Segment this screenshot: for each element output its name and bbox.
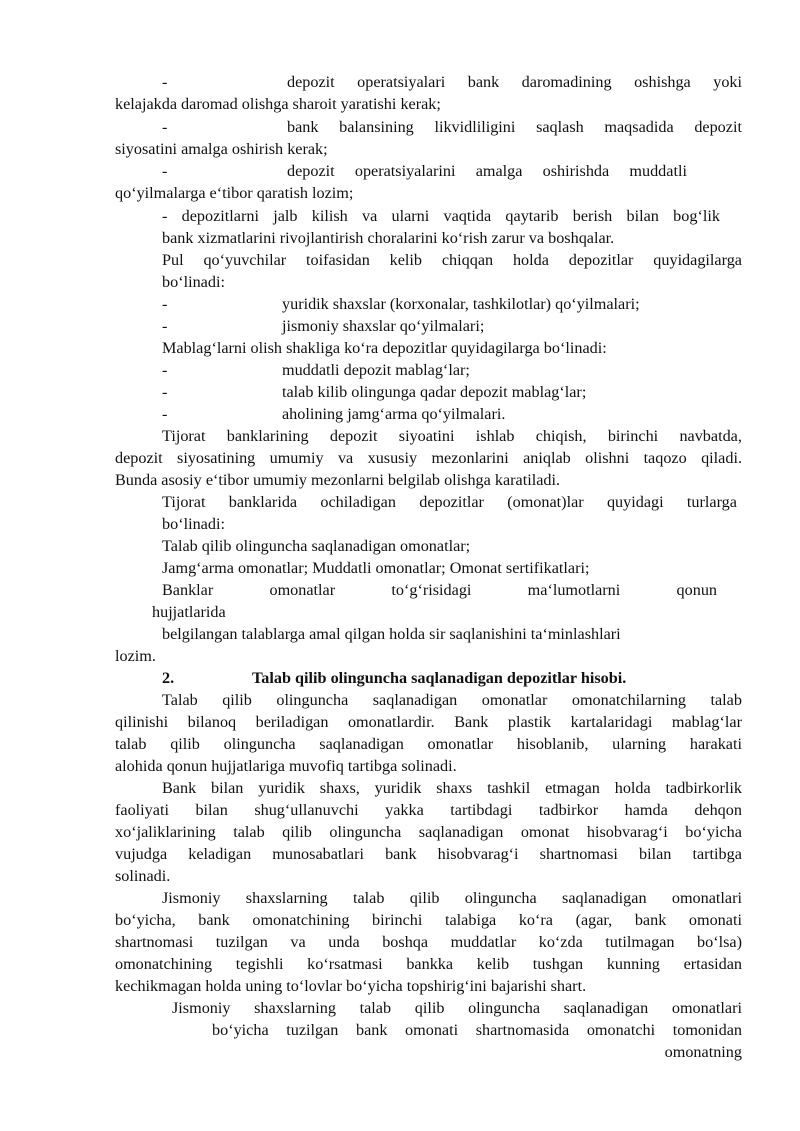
list-item: talab kilib olingunga qadar depozit mablag‘lar; xyxy=(282,383,587,401)
text-line: lozim. xyxy=(115,647,156,665)
list-dash: - xyxy=(162,317,168,335)
text-line: hujjatlarida xyxy=(152,603,226,621)
text-line: omonatchining tegishli ko‘rsatmasi bankka kelib tushgan kunning ertasidan xyxy=(115,955,742,973)
text-line: depozit operatsiyalari bank daromadining oshishga yoki xyxy=(287,73,742,91)
text-line: bank xizmatlarini rivojlantirish choralarini ko‘rish zarur va boshqalar. xyxy=(162,229,615,247)
text-line: Jamg‘arma omonatlar; Muddatli omonatlar; Omonat sertifikatlari; xyxy=(162,559,590,577)
text-line: Bunda asosiy e‘tibor umumiy mezonlarni belgilab olishga karatiladi. xyxy=(115,471,561,489)
section-number: 2. xyxy=(162,669,175,687)
list-dash: - xyxy=(162,361,168,379)
text-line: Jismoniy shaxslarning talab qilib olinguncha saqlanadigan omonatlari xyxy=(162,889,742,907)
text-line: Tijorat banklarida ochiladigan depozitlar (omonat)lar quyidagi turlarga xyxy=(162,493,737,511)
text-line: siyosatini amalga oshirish kerak; xyxy=(115,140,328,158)
list-dash: - xyxy=(162,405,168,423)
list-dash: - xyxy=(162,73,168,91)
text-line: solinadi. xyxy=(115,867,171,885)
list-dash: - xyxy=(162,162,168,180)
text-line: Bank bilan yuridik shaxs, yuridik shaxs tashkil etmagan holda tadbirkorlik xyxy=(162,779,742,797)
text-line: depozit operatsiyalarini amalga oshirishda muddatli xyxy=(287,162,687,180)
text-line: Banklar omonatlar to‘g‘risidagi ma‘lumotlarni qonun xyxy=(162,581,717,599)
text-line: kelajakda daromad olishga sharoit yaratishi kerak; xyxy=(115,95,441,113)
text-line: qilinishi bilanoq beriladigan omonatlardir. Bank plastik kartalaridagi mablag‘lar xyxy=(115,713,742,731)
text-line: Jismoniy shaxslarning talab qilib olinguncha saqlanadigan omonatlari xyxy=(172,999,742,1017)
list-dash: - xyxy=(162,118,168,136)
text-line: Tijorat banklarining depozit siyoatini ishlab chiqish, birinchi navbatda, xyxy=(162,427,742,445)
list-dash: - xyxy=(162,295,168,313)
text-line: vujudga keladigan munosabatlari bank hisobvarag‘i shartnomasi bilan tartibga xyxy=(115,845,742,863)
text-line: shartnomasi tuzilgan va unda boshqa muddatlar ko‘zda tutilmagan bo‘lsa) xyxy=(115,933,742,951)
text-line: xo‘jaliklarining talab qilib olinguncha saqlanadigan omonat hisobvarag‘i bo‘yicha xyxy=(115,823,742,841)
list-item: yuridik shaxslar (korxonalar, tashkilotlar) qo‘yilmalari; xyxy=(282,295,640,313)
text-line: talab qilib olinguncha saqlanadigan omonatlar hisoblanib, ularning harakati xyxy=(115,735,742,753)
text-line: Pul qo‘yuvchilar toifasidan kelib chiqqan holda depozitlar quyidagilarga xyxy=(162,251,742,269)
text-line: qo‘yilmalarga e‘tibor qaratish lozim; xyxy=(115,184,354,202)
list-item: muddatli depozit mablag‘lar; xyxy=(282,361,470,379)
text-line: bank balansining likvidliligini saqlash maqsadida depozit xyxy=(287,118,742,136)
text-line: bo‘yicha, bank omonatchining birinchi talabiga ko‘ra (agar, bank omonati xyxy=(115,911,742,929)
list-dash: - xyxy=(162,383,168,401)
text-line: bo‘linadi: xyxy=(162,515,225,533)
text-line: - depozitlarni jalb kilish va ularni vaqtida qaytarib berish bilan bog‘lik xyxy=(162,207,720,225)
text-line: depozit siyosatining umumiy va xususiy mezonlarini aniqlab olishni taqozo qiladi. xyxy=(115,449,742,467)
text-line: Talab qilib olinguncha saqlanadigan omonatlar; xyxy=(162,537,471,555)
list-item: aholining jamg‘arma qo‘yilmalari. xyxy=(282,405,506,423)
text-line: Mablag‘larni olish shakliga ko‘ra depozitlar quyidagilarga bo‘linadi: xyxy=(162,339,607,357)
text-line: kechikmagan holda uning to‘lovlar bo‘yicha topshirig‘ini bajarishi shart. xyxy=(115,977,587,995)
section-title: Talab qilib olinguncha saqlanadigan depozitlar hisobi. xyxy=(252,669,627,687)
list-item: jismoniy shaxslar qo‘yilmalari; xyxy=(282,317,485,335)
text-line: omonatning xyxy=(664,1043,742,1061)
text-line: belgilangan talablarga amal qilgan holda sir saqlanishini ta‘minlashlari xyxy=(162,625,621,643)
text-line: Talab qilib olinguncha saqlanadigan omonatlar omonatchilarning talab xyxy=(162,691,742,709)
text-line: bo‘yicha tuzilgan bank omonati shartnomasida omonatchi tomonidan xyxy=(212,1021,742,1039)
text-line: bo‘linadi: xyxy=(162,273,225,291)
text-line: alohida qonun hujjatlariga muvofiq tartibga solinadi. xyxy=(115,757,457,775)
text-line: faoliyati bilan shug‘ullanuvchi yakka tartibdagi tadbirkor hamda dehqon xyxy=(115,801,742,819)
